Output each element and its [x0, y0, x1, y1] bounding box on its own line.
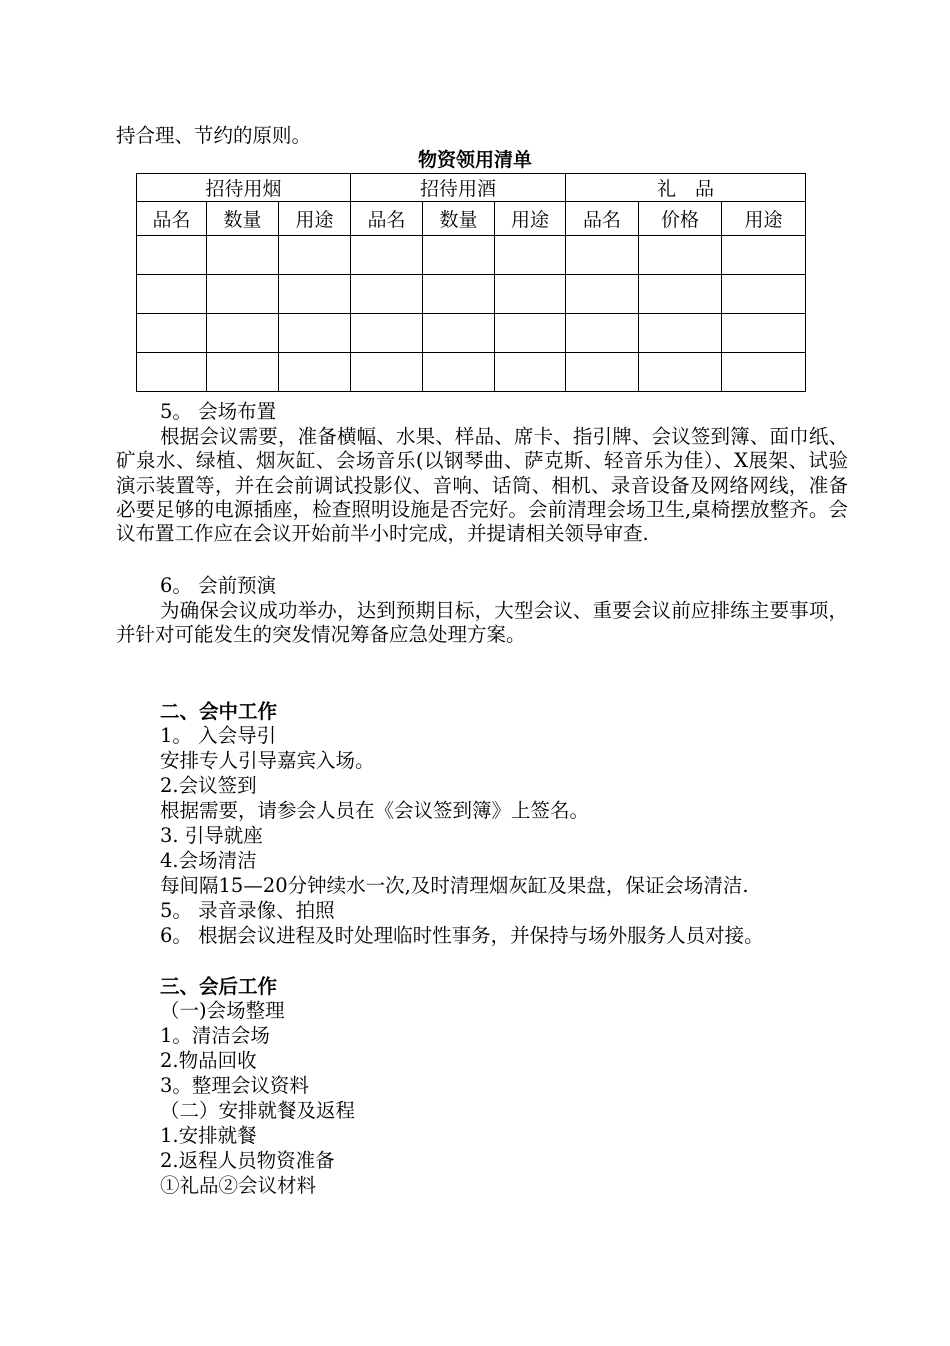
- table-cell[interactable]: [722, 314, 806, 353]
- during-line: 1。 入会导引: [160, 724, 277, 747]
- group-header-cigarettes: 招待用烟: [137, 174, 351, 202]
- after-line: 1。清洁会场: [160, 1024, 270, 1047]
- during-line: 每间隔15—20分钟续水一次,及时清理烟灰缸及果盘，保证会场清洁.: [160, 874, 749, 897]
- supplies-table: [136, 173, 806, 392]
- table-cell[interactable]: [495, 314, 566, 353]
- after-line: 2.物品回收: [160, 1049, 257, 1072]
- table-cell[interactable]: [279, 275, 351, 314]
- table-cell[interactable]: [137, 314, 207, 353]
- table-cell[interactable]: [351, 353, 423, 392]
- group-header-gifts: 礼 品: [566, 174, 806, 202]
- table-cell[interactable]: [207, 275, 279, 314]
- table-cell[interactable]: [495, 236, 566, 275]
- during-line: 5。 录音录像、拍照: [160, 899, 335, 922]
- table-cell[interactable]: [495, 275, 566, 314]
- table-row: [137, 275, 806, 314]
- item5-heading: 5。 会场布置: [160, 400, 277, 423]
- table-cell[interactable]: [566, 353, 639, 392]
- table-cell[interactable]: [423, 314, 495, 353]
- table-cell[interactable]: [207, 353, 279, 392]
- table-row: [137, 314, 806, 353]
- table-cell[interactable]: [207, 236, 279, 275]
- table-cell[interactable]: [351, 314, 423, 353]
- column-header: 用途: [722, 202, 806, 236]
- during-line: 安排专人引导嘉宾入场。: [160, 749, 375, 772]
- column-header: 数量: [207, 202, 279, 236]
- after-line: 3。整理会议资料: [160, 1074, 309, 1097]
- table-group-header-row: [137, 174, 806, 202]
- column-header: 品名: [137, 202, 207, 236]
- during-line: 3. 引导就座: [160, 824, 263, 847]
- table-cell[interactable]: [423, 275, 495, 314]
- after-line: （二）安排就餐及返程: [160, 1099, 356, 1122]
- after-line: 2.返程人员物资准备: [160, 1149, 335, 1172]
- group-header-liquor: 招待用酒: [351, 174, 566, 202]
- table-cell[interactable]: [137, 353, 207, 392]
- table-cell[interactable]: [137, 236, 207, 275]
- section-during-heading: 二、会中工作: [160, 700, 278, 723]
- table-cell[interactable]: [279, 353, 351, 392]
- table-cell[interactable]: [423, 236, 495, 275]
- after-line: ①礼品②会议材料: [160, 1174, 317, 1197]
- item6-heading: 6。 会前预演: [160, 574, 277, 597]
- section-after-heading: 三、会后工作: [160, 975, 278, 998]
- table-cell[interactable]: [495, 353, 566, 392]
- table-cell[interactable]: [639, 236, 722, 275]
- item5-body: 根据会议需要，准备横幅、水果、样品、席卡、指引牌、会议签到簿、面巾纸、矿泉水、绿植、烟灰缸、会场音乐(以钢琴曲、萨克斯、轻音乐为佳）、X展架、试验演示装置等，并在会前调试投影仪、音响、话筒、相机、录音设备及网络网线，准备必要足够的电源插座，检查照明设施是否完好。会前清理会场卫生,桌椅摆放整齐。会议布置工作应在会议开始前半小时完成，并提请相关领导审查.: [116, 425, 848, 546]
- table-cell[interactable]: [207, 314, 279, 353]
- column-header: 用途: [495, 202, 566, 236]
- table-cell[interactable]: [351, 275, 423, 314]
- table-cell[interactable]: [279, 236, 351, 275]
- column-header: 品名: [351, 202, 423, 236]
- table-cell[interactable]: [722, 353, 806, 392]
- column-header: 价格: [639, 202, 722, 236]
- table-cell[interactable]: [722, 275, 806, 314]
- during-line: 2.会议签到: [160, 774, 257, 797]
- table-column-header-row: [137, 202, 806, 236]
- intro-tail-text: 持合理、节约的原则。: [116, 124, 312, 147]
- table-cell[interactable]: [351, 236, 423, 275]
- during-line: 6。 根据会议进程及时处理临时性事务，并保持与场外服务人员对接。: [160, 924, 764, 947]
- table-cell[interactable]: [423, 353, 495, 392]
- after-line: （一)会场整理: [160, 999, 285, 1022]
- item6-body: 为确保会议成功举办，达到预期目标，大型会议、重要会议前应排练主要事项，并针对可能发生的突发情况筹备应急处理方案。: [116, 599, 848, 647]
- column-header: 品名: [566, 202, 639, 236]
- table-cell[interactable]: [566, 314, 639, 353]
- during-line: 4.会场清洁: [160, 849, 257, 872]
- table-cell[interactable]: [566, 236, 639, 275]
- table-cell[interactable]: [566, 275, 639, 314]
- column-header: 用途: [279, 202, 351, 236]
- after-line: 1.安排就餐: [160, 1124, 257, 1147]
- table-cell[interactable]: [279, 314, 351, 353]
- table-row: [137, 353, 806, 392]
- table-cell[interactable]: [639, 314, 722, 353]
- during-line: 根据需要，请参会人员在《会议签到簿》上签名。: [160, 799, 590, 822]
- column-header: 数量: [423, 202, 495, 236]
- table-cell[interactable]: [639, 275, 722, 314]
- table-row: [137, 236, 806, 275]
- table-cell[interactable]: [137, 275, 207, 314]
- table-cell[interactable]: [722, 236, 806, 275]
- table-title: 物资领用清单: [417, 149, 532, 171]
- table-cell[interactable]: [639, 353, 722, 392]
